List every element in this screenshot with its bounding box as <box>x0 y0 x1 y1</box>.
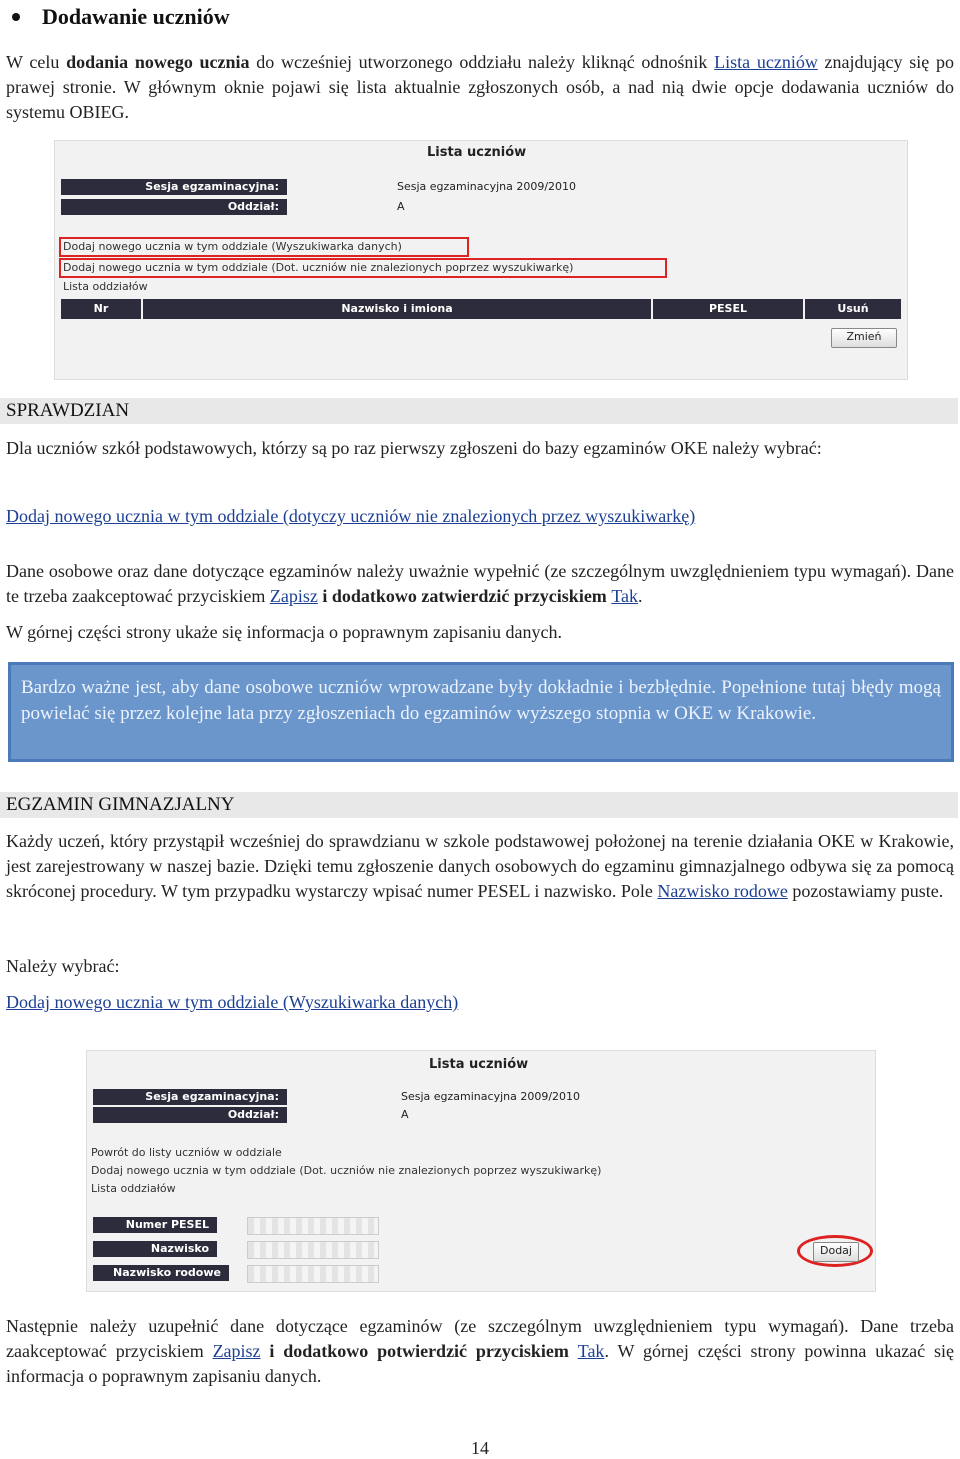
add-student-manual-link[interactable]: Dodaj nowego ucznia w tym oddziale (Dot. uczniów nie znalezionych poprzez wyszukiwarkę) <box>63 261 574 274</box>
final-zapisz-link[interactable]: Zapisz <box>212 1341 261 1361</box>
sprawdzian-paragraph-2: Dane osobowe oraz dane dotyczące egzaminów należy uważnie wypełnić (ze szczególnym uwzględnieniem typu wymagań). Dane te trzeba zaakceptować przyciskiem Zapisz i dodatkowo zatwierdzić przyciskiem Tak. <box>6 561 954 606</box>
screenshot-add-student <box>86 1050 876 1292</box>
final-paragraph: Następnie należy uzupełnić dane dotyczące egzaminów (ze szczególnym uwzględnieniem typu wymagań). Dane trzeba zaakceptować przyciskiem Zapisz i dodatkowo potwierdzić przyciskiem Tak. W górnej części strony powinna ukazać się informacja o poprawnym zapisaniu danych. <box>6 1316 954 1386</box>
col-name: Nazwisko i imiona <box>143 299 651 319</box>
unit-list-link[interactable]: Lista oddziałów <box>63 280 148 293</box>
col-nr: Nr <box>61 299 141 319</box>
session-value: Sesja egzaminacyjna 2009/2010 <box>397 180 577 193</box>
tak-link[interactable]: Tak <box>611 586 639 606</box>
page-number: 14 <box>471 1438 489 1458</box>
sprawdzian-link-wrap <box>6 504 954 529</box>
gimnazjum-paragraph-1: Każdy uczeń, który przystąpił wcześniej do sprawdzianu w szkole podstawowej położonej na terenie działania OKE w Krakowie, jest zarejestrowany w naszej bazie. Dzięki temu zgłoszenie danych osobowych do egzaminu gimnazjalnego odbywa się za pomocą skróconej procedury. W tym przypadku wystarczy wpisać numer PESEL i nazwisko. Pole Nazwisko rodowe pozostawiamy puste. <box>6 831 954 901</box>
nazwisko-rodowe-link[interactable]: Nazwisko rodowe <box>657 881 788 901</box>
shot2-unit-list-link[interactable]: Lista oddziałów <box>91 1182 176 1195</box>
shot-title: Lista uczniów <box>427 145 527 160</box>
important-note-text: Bardzo ważne jest, aby dane osobowe uczniów wprowadzane były dokładnie i bezbłędnie. Popełnione tutaj błędy mogą powielać się przez kolejne lata przy zgłoszeniach do egzaminów wyższego stopnia w OKE w Krakowie. <box>21 677 941 724</box>
add-student-manual-doc-link[interactable]: Dodaj nowego ucznia w tym oddziale (dotyczy uczniów nie znalezionych przez wyszukiwarkę) <box>6 506 696 526</box>
col-remove: Usuń <box>805 299 901 319</box>
change-button[interactable]: Zmień <box>831 328 897 348</box>
gimnazjum-paragraph-2: Należy wybrać: <box>6 956 120 976</box>
shot2-title: Lista uczniów <box>429 1057 529 1072</box>
shot2-session-label: Sesja egzaminacyjna: <box>93 1089 287 1105</box>
lista-uczniow-link[interactable]: Lista uczniów <box>714 52 818 72</box>
shot2-session-value: Sesja egzaminacyjna 2009/2010 <box>401 1090 581 1103</box>
final-tak-link[interactable]: Tak <box>577 1341 605 1361</box>
unit-value: A <box>397 200 405 213</box>
unit-label: Oddział: <box>61 199 287 215</box>
bullet-icon <box>12 13 20 21</box>
shot2-unit-label: Oddział: <box>93 1107 287 1123</box>
surname-input[interactable] <box>247 1241 379 1259</box>
section-title <box>12 4 230 30</box>
gimnazjum-heading: EGZAMIN GIMNAZJALNY <box>0 792 958 818</box>
zapisz-link[interactable]: Zapisz <box>269 586 318 606</box>
add-student-search-link[interactable]: Dodaj nowego ucznia w tym oddziale (Wyszukiwarka danych) <box>63 240 402 253</box>
pesel-input[interactable] <box>247 1217 379 1235</box>
shot2-unit-value: A <box>401 1108 409 1121</box>
screenshot-lista-uczniow <box>54 140 908 380</box>
important-note-box <box>8 662 954 762</box>
gimnazjum-link-wrap <box>6 990 954 1015</box>
sprawdzian-paragraph-3: W górnej części strony ukaże się informacja o poprawnym zapisaniu danych. <box>6 622 562 642</box>
back-to-list-link[interactable]: Powrót do listy uczniów w oddziale <box>91 1146 282 1159</box>
intro-paragraph: W celu dodania nowego ucznia do wcześniej utworzonego oddziału należy kliknąć odnośnik Lista uczniów znajdujący się po prawej stronie. W głównym oknie pojawi się lista aktualnie zgłoszonych osób, a nad nią dwie opcje dodawania uczniów do systemu OBIEG. <box>6 52 954 122</box>
session-label: Sesja egzaminacyjna: <box>61 179 287 195</box>
sprawdzian-heading: SPRAWDZIAN <box>0 398 958 424</box>
family-name-input[interactable] <box>247 1265 379 1283</box>
shot2-add-manual-link[interactable]: Dodaj nowego ucznia w tym oddziale (Dot. uczniów nie znalezionych poprzez wyszukiwarkę) <box>91 1164 602 1177</box>
surname-label: Nazwisko <box>93 1241 217 1257</box>
family-name-label: Nazwisko rodowe <box>93 1265 229 1281</box>
add-button[interactable]: Dodaj <box>813 1242 859 1262</box>
col-pesel: PESEL <box>653 299 803 319</box>
sprawdzian-paragraph-1: Dla uczniów szkół podstawowych, którzy są po raz pierwszy zgłoszeni do bazy egzaminów OKE należy wybrać: <box>6 438 822 458</box>
add-student-search-doc-link[interactable]: Dodaj nowego ucznia w tym oddziale (Wyszukiwarka danych) <box>6 992 459 1012</box>
section-title-text: Dodawanie uczniów <box>42 4 230 29</box>
pesel-label: Numer PESEL <box>93 1217 217 1233</box>
